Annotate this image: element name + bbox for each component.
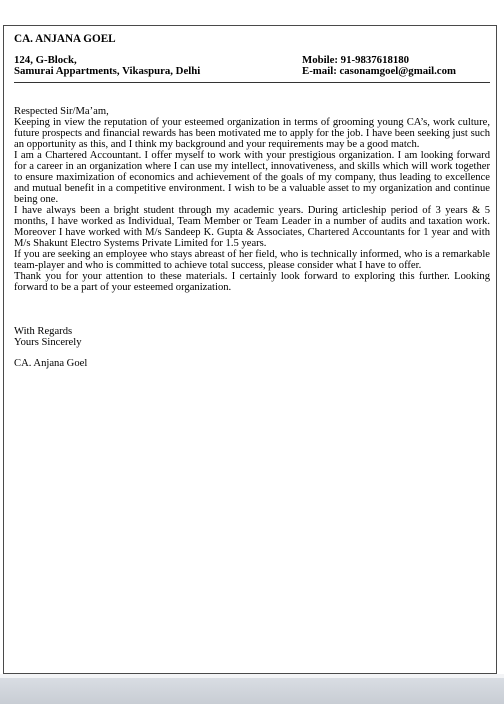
address-block [14, 55, 200, 77]
paragraph-2: I am a Chartered Accountant. I offer myself to work with your prestigious organization. I am looking forward for a career in an organization where I can use my intellect, innovativeness, and skills which will work together to ensure maximization of economics and achievement of the goals of my company, thus leading to excellence and mutual benefit in a competitive environment. I wish to be a valuable asset to my organization and continue being one. [14, 150, 490, 205]
address-line-1: 124, G-Block, [14, 54, 77, 66]
paragraph-3: I have always been a bright student through my academic years. During articleship period of 3 years & 5 months, I have worked as Individual, Team Member or Team Leader in a number of audits and taxation work. Moreover I have worked with M/s Sandeep K. Gupta & Associates, Chartered Accountants for 1 year and with M/s Shakunt Electro Systems Private Limited for 1.5 years. [14, 205, 490, 249]
paragraph-4: If you are seeking an employee who stays abreast of her field, who is technically informed, who is a remarkable team-player and who is committed to achieve total success, please consider what I have to offer. [14, 249, 490, 271]
salutation: Respected Sir/Ma’am, [14, 106, 109, 117]
email-address: E-mail: casonamgoel@gmail.com [302, 65, 456, 77]
paragraph-5: Thank you for your attention to these materials. I certainly look forward to exploring this further. Looking forward to be a part of your esteemed organization. [14, 271, 490, 293]
letter-content [14, 34, 490, 369]
page-shadow [0, 678, 504, 704]
signature-name: CA. Anjana Goel [14, 358, 88, 369]
mobile-number: Mobile: 91-9837618180 [302, 54, 410, 66]
paragraph-1: Keeping in view the reputation of your esteemed organization in terms of grooming young CA’s, work culture, future prospects and financial rewards has been motivated me to apply for the job. I have been seeking just such an opportunity as this, and I think my background and your requirements may be a good match. [14, 117, 490, 150]
contact-details [302, 55, 490, 77]
closing-sincerely: Yours Sincerely [14, 337, 82, 348]
sender-name: CA. ANJANA GOEL [14, 33, 116, 45]
closing-regards: With Regards [14, 326, 73, 337]
contact-block [14, 55, 490, 77]
header-divider [14, 82, 490, 83]
address-line-2: Samurai Appartments, Vikaspura, Delhi [14, 65, 201, 77]
